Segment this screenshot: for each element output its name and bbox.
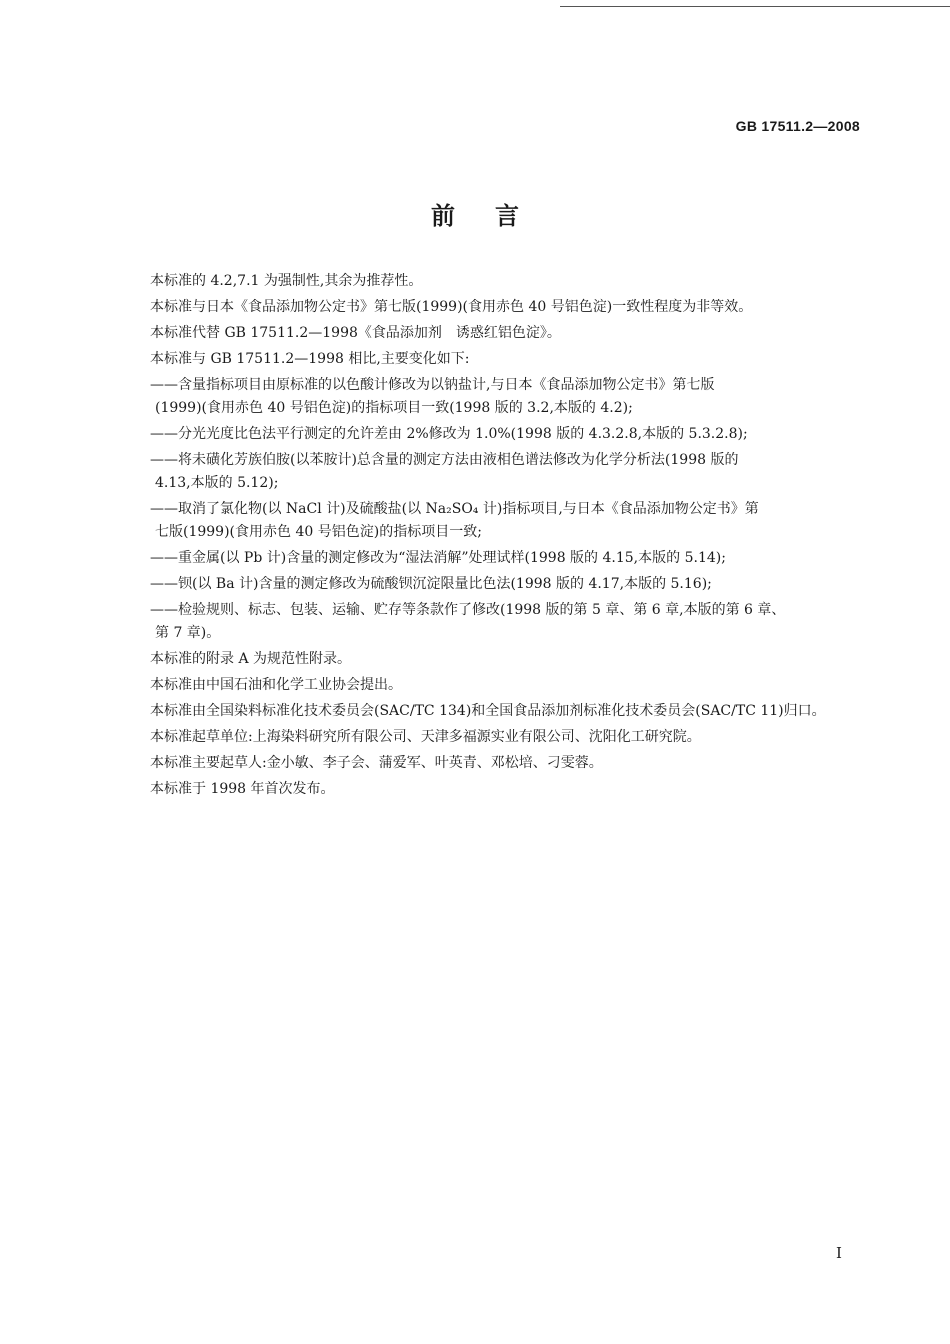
- paragraph: 本标准代替 GB 17511.2—1998《食品添加剂 诱惑红铝色淀》。: [150, 325, 561, 341]
- paragraph: 本标准于 1998 年首次发布。: [150, 781, 335, 797]
- page-title: 前言: [431, 201, 559, 230]
- paragraph: 本标准的 4.2,7.1 为强制性,其余为推荐性。: [150, 273, 423, 289]
- change-text: ——将未磺化芳族伯胺(以苯胺计)总含量的测定方法由液相色谱法修改为化学分析法(1998 版的: [150, 452, 739, 468]
- change-item: [117, 374, 857, 420]
- paragraph: 本标准与 GB 17511.2—1998 相比,主要变化如下:: [150, 351, 470, 367]
- foreword-body: [117, 270, 857, 804]
- paragraph: 本标准由全国染料标准化技术委员会(SAC/TC 134)和全国食品添加剂标准化技术委员会(SAC/TC 11)归口。: [150, 703, 826, 719]
- standard-code: GB 17511.2—2008: [735, 118, 860, 134]
- change-text: ——重金属(以 Pb 计)含量的测定修改为“湿法消解”处理试样(1998 版的 4.15,本版的 5.14);: [150, 550, 726, 566]
- paragraph: 本标准的附录 A 为规范性附录。: [150, 651, 352, 667]
- change-text-cont: 第 7 章)。: [155, 625, 221, 641]
- paragraph: 本标准主要起草人:金小敏、李子会、蒲爱军、叶英青、邓松培、刁雯蓉。: [150, 755, 603, 771]
- change-item: [117, 573, 857, 596]
- change-text-cont: 4.13,本版的 5.12);: [155, 475, 279, 491]
- paragraph: 本标准与日本《食品添加物公定书》第七版(1999)(食用赤色 40 号铝色淀)一致性程度为非等效。: [150, 299, 753, 315]
- change-text-cont: (1999)(食用赤色 40 号铝色淀)的指标项目一致(1998 版的 3.2,本版的 4.2);: [155, 400, 633, 416]
- change-text: ——分光光度比色法平行测定的允许差由 2%修改为 1.0%(1998 版的 4.3.2.8,本版的 5.3.2.8);: [150, 426, 748, 442]
- change-text: ——钡(以 Ba 计)含量的测定修改为硫酸钡沉淀限量比色法(1998 版的 4.17,本版的 5.16);: [150, 576, 712, 592]
- paragraph: 本标准起草单位:上海染料研究所有限公司、天津多福源实业有限公司、沈阳化工研究院。: [150, 729, 701, 745]
- change-item: [117, 547, 857, 570]
- top-rule: [560, 6, 950, 7]
- change-item: [117, 498, 857, 544]
- change-item: [117, 449, 857, 495]
- change-item: [117, 599, 857, 645]
- change-text: ——检验规则、标志、包装、运输、贮存等条款作了修改(1998 版的第 5 章、第 6 章,本版的第 6 章、: [150, 602, 786, 618]
- change-item: [117, 423, 857, 446]
- paragraph: 本标准由中国石油和化学工业协会提出。: [150, 677, 402, 693]
- change-text: ——含量指标项目由原标准的以色酸计修改为以钠盐计,与日本《食品添加物公定书》第七版: [150, 377, 715, 393]
- change-text-cont: 七版(1999)(食用赤色 40 号铝色淀)的指标项目一致;: [155, 524, 482, 540]
- change-text: ——取消了氯化物(以 NaCl 计)及硫酸盐(以 Na₂SO₄ 计)指标项目,与日本《食品添加物公定书》第: [150, 501, 759, 517]
- page-number: I: [836, 1244, 842, 1262]
